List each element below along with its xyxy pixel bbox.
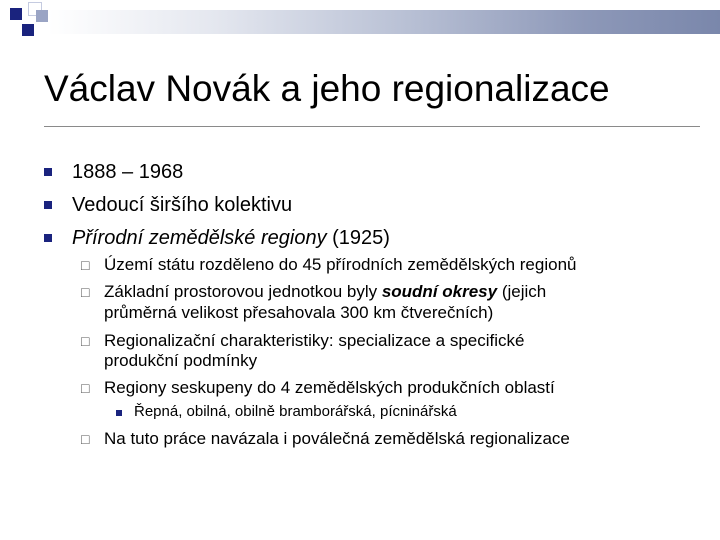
square-bullet-icon (44, 201, 52, 209)
hollow-square-bullet-icon: □ (81, 333, 90, 349)
bullet-years: 1888 – 1968 (72, 161, 184, 183)
square-bullet-small-icon (116, 410, 122, 416)
square-bullet-icon (44, 168, 52, 176)
slide-title: Václav Novák a jeho regionalizace (44, 68, 610, 109)
bullet-leader: Vedoucí širšího kolektivu (72, 194, 293, 216)
square-bullet-icon (44, 234, 52, 242)
bullet-regions-emphasis: Přírodní zemědělské regiony (72, 227, 327, 249)
hollow-square-bullet-icon: □ (81, 257, 90, 273)
sub-bullet-characteristics: Regionalizační charakteristiky: specializace a specifické (104, 331, 525, 350)
hollow-square-bullet-icon: □ (81, 431, 90, 447)
sub-bullet-postwar: Na tuto práce navázala i poválečná zemědělská regionalizace (104, 429, 570, 448)
sub-bullet-45-regions: Území státu rozděleno do 45 přírodních zemědělských regionů (104, 255, 577, 274)
districts-emphasis: soudní okresy (381, 282, 498, 301)
bullet-regions-year: (1925) (326, 227, 390, 249)
sub-sub-bullet-area-types: Řepná, obilná, obilně bramborářská, pícninářská (134, 403, 457, 420)
sub-bullet-districts: Základní prostorovou jednotkou byly soudní okresy (jejich (104, 282, 547, 301)
bullet-regions (72, 225, 390, 251)
hollow-square-bullet-icon: □ (81, 380, 90, 396)
sub-bullet-characteristics-line2: produkční podmínky (104, 351, 258, 370)
sub-bullet-districts-line2: průměrná velikost přesahovala 300 km čtverečních) (104, 303, 494, 322)
hollow-square-bullet-icon: □ (81, 284, 90, 300)
sub-bullet-production-areas: Regiony seskupeny do 4 zemědělských produkčních oblastí (104, 378, 555, 397)
